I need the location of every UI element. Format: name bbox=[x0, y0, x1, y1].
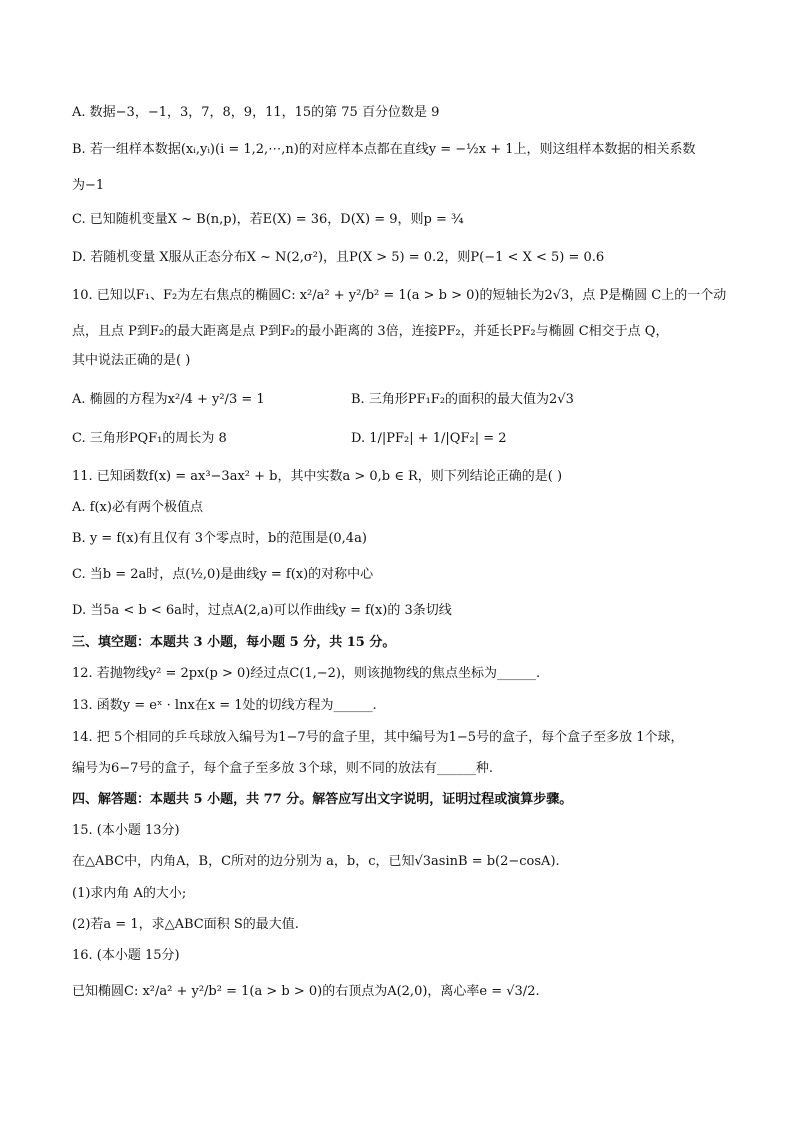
q9-option-c: C. 已知随机变量X ~ B(n,p)，若E(X) = 36，D(X) = 9，则p = ¾ bbox=[72, 212, 464, 227]
q10-option-a: A. 椭圆的方程为x²/4 + y²/3 = 1 bbox=[72, 392, 265, 407]
q11-stem: 11. 已知函数f(x) = ax³−3ax² + b，其中实数a > 0,b ∈ R，则下列结论正确的是( ) bbox=[72, 469, 563, 484]
q15-part1: (1)求内角 A的大小; bbox=[72, 886, 187, 901]
q10-stem-line2: 点，且点 P到F₂的最大距离是点 P到F₂的最小距离的 3倍，连接PF₂，并延长PF₂与椭圆 C相交于点 Q， bbox=[72, 324, 669, 339]
q9-option-b-line2: 为−1 bbox=[72, 178, 105, 193]
q15-stem: 在△ABC中，内角A，B，C所对的边分别为 a，b，c，已知√3asinB = b(2−cosA). bbox=[72, 854, 560, 869]
q10-option-c: C. 三角形PQF₁的周长为 8 bbox=[72, 431, 227, 446]
q10-option-b: B. 三角形PF₁F₂的面积的最大值为2√3 bbox=[351, 392, 574, 407]
q15-part2: (2)若a = 1，求△ABC面积 S的最大值. bbox=[72, 917, 299, 932]
q11-option-d: D. 当5a < b < 6a时，过点A(2,a)可以作曲线y = f(x)的 3条切线 bbox=[72, 603, 452, 618]
section-4-heading: 四、解答题：本题共 5 小题，共 77 分。解答应写出文字说明，证明过程或演算步骤。 bbox=[72, 792, 573, 807]
q9-option-a: A. 数据−3，−1，3，7，8，9，11，15的第 75 百分位数是 9 bbox=[72, 105, 440, 120]
q11-option-a: A. f(x)必有两个极值点 bbox=[72, 500, 203, 515]
section-3-heading: 三、填空题：本题共 3 小题，每小题 5 分，共 15 分。 bbox=[72, 635, 396, 650]
q13-text: 13. 函数y = eˣ · lnx在x = 1处的切线方程为______. bbox=[72, 698, 377, 713]
q9-option-b-line1: B. 若一组样本数据(xᵢ,yᵢ)(i = 1,2,⋯,n)的对应样本点都在直线y = −½x + 1上，则这组样本数据的相关系数 bbox=[72, 142, 696, 157]
q16-stem: 已知椭圆C: x²/a² + y²/b² = 1(a > b > 0)的右顶点为A(2,0)，离心率e = √3/2. bbox=[72, 984, 540, 999]
q14-line2: 编号为6−7号的盒子，每个盒子至多放 3个球，则不同的放法有______种. bbox=[72, 761, 493, 776]
q10-option-d: D. 1/|PF₂| + 1/|QF₂| = 2 bbox=[351, 431, 507, 446]
q9-option-d: D. 若随机变量 X服从正态分布X ~ N(2,σ²)，且P(X > 5) = 0.2，则P(−1 < X < 5) = 0.6 bbox=[72, 250, 605, 265]
q10-stem-line1: 10. 已知以F₁、F₂为左右焦点的椭圆C: x²/a² + y²/b² = 1(a > b > 0)的短轴长为2√3，点 P是椭圆 C上的一个动 bbox=[72, 288, 727, 303]
q11-option-b: B. y = f(x)有且仅有 3个零点时，b的范围是(0,4a) bbox=[72, 531, 367, 546]
q11-option-c: C. 当b = 2a时，点(½,0)是曲线y = f(x)的对称中心 bbox=[72, 567, 374, 582]
q10-stem-line3: 其中说法正确的是( ) bbox=[72, 353, 191, 368]
q15-title: 15. (本小题 13分) bbox=[72, 823, 180, 838]
q14-line1: 14. 把 5个相同的乒乓球放入编号为1−7号的盒子里，其中编号为1−5号的盒子，每个盒子至多放 1个球， bbox=[72, 730, 684, 745]
q12-text: 12. 若抛物线y² = 2px(p > 0)经过点C(1,−2)，则该抛物线的焦点坐标为______. bbox=[72, 666, 541, 681]
q16-title: 16. (本小题 15分) bbox=[72, 948, 180, 963]
